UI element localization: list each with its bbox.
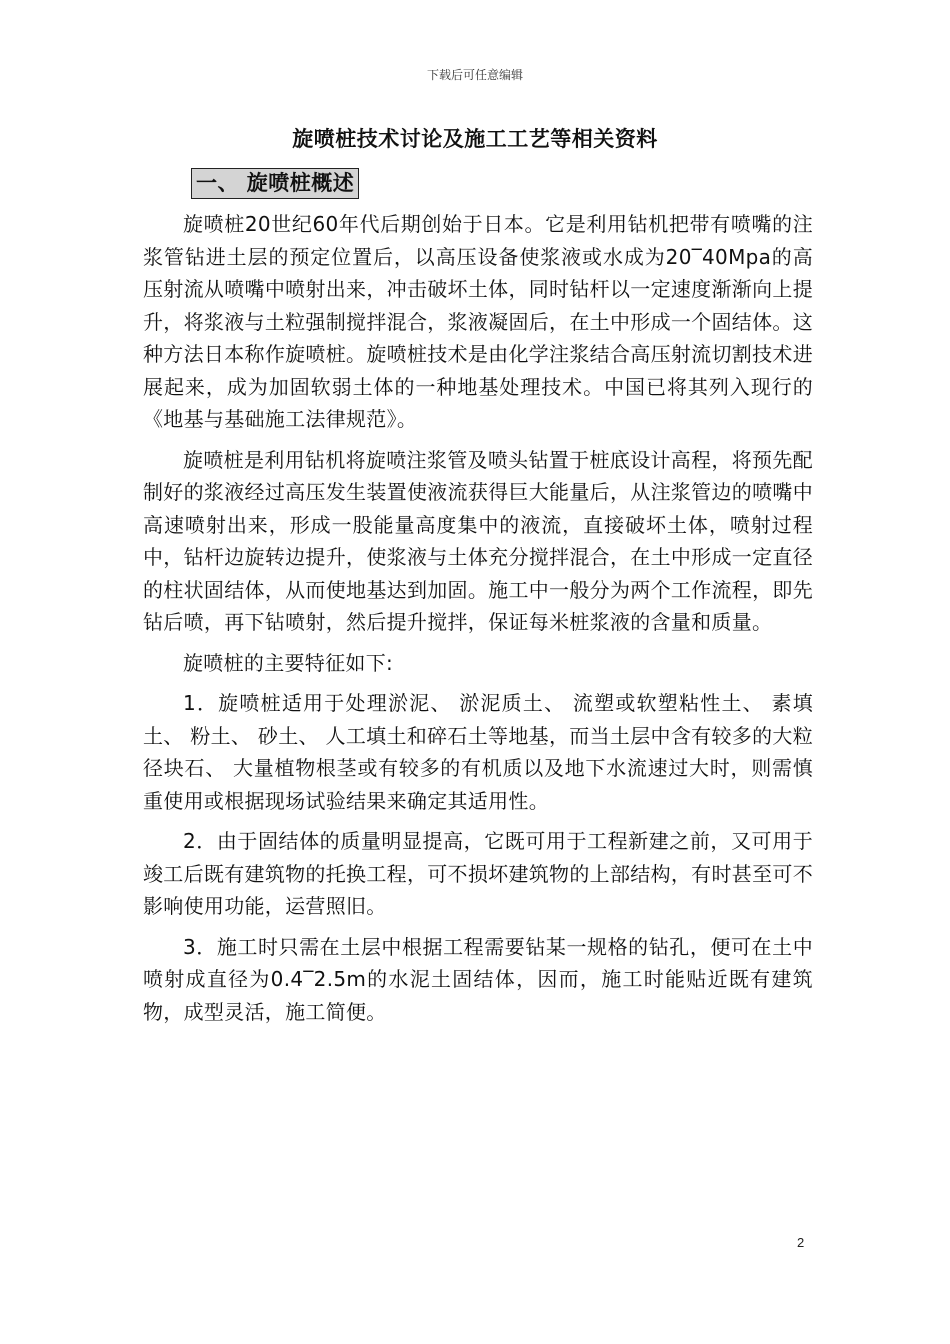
document-title: 旋喷桩技术讨论及施工工艺等相关资料 — [292, 127, 658, 151]
header-note: 下载后可任意编辑 — [426, 68, 523, 82]
paragraph-overview-1: 旋喷桩20世纪60年代后期创始于日本。它是利用钻机把带有喷嘴的注浆管钻进土层的预定位置后，以高压设备使浆液或水成为20‾40Mpa的高压射流从喷嘴中喷射出来，冲击破坏土体，同时钻杆以一定速度渐渐向上提升，将浆液与土粒强制搅拌混合，浆液凝固后，在土中形成一个固结体。这种方法日本称作旋喷桩。旋喷桩技术是由化学注浆结合高压射流切割技术进展起来，成为加固软弱土体的一种地基处理技术。中国已将其列入现行的《地基与基础施工法律规范》。 — [143, 212, 813, 431]
body-text — [143, 208, 813, 1036]
section-heading: 一、 旋喷桩概述 — [191, 168, 359, 199]
paragraph-feature-3: 3．施工时只需在土层中根据工程需要钻某一规格的钻孔，便可在土中喷射成直径为0.4‾2.5m的水泥土固结体，因而，施工时能贴近既有建筑物，成型灵活，施工简便。 — [143, 934, 813, 1024]
page-number: 2 — [797, 1235, 805, 1250]
paragraph-feature-1: 1．旋喷桩适用于处理淤泥、 淤泥质土、 流塑或软塑粘性土、 素填土、 粉土、 砂土、 人工填土和碎石土等地基，而当土层中含有较多的大粒径块石、 大量植物根茎或有较多的有机质以及地下水流速过大时，则需慎重使用或根据现场试验结果来确定其适用性。 — [143, 691, 813, 813]
paragraph-features-intro: 旋喷桩的主要特征如下: — [183, 650, 394, 675]
paragraph-feature-2: 2．由于固结体的质量明显提高，它既可用于工程新建之前，又可用于竣工后既有建筑物的托换工程，可不损坏建筑物的上部结构，有时甚至可不影响使用功能，运营照旧。 — [143, 829, 813, 918]
paragraph-overview-2: 旋喷桩是利用钻机将旋喷注浆管及喷头钻置于桩底设计高程，将预先配制好的浆液经过高压发生装置使液流获得巨大能量后，从注浆管边的喷嘴中高速喷射出来，形成一股能量高度集中的液流，直接破坏土体，喷射过程中，钻杆边旋转边提升，使浆液与土体充分搅拌混合，在土中形成一定直径的柱状固结体，从而使地基达到加固。施工中一般分为两个工作流程，即先钻后喷，再下钻喷射，然后提升搅拌，保证每米桩浆液的含量和质量。 — [143, 447, 813, 634]
